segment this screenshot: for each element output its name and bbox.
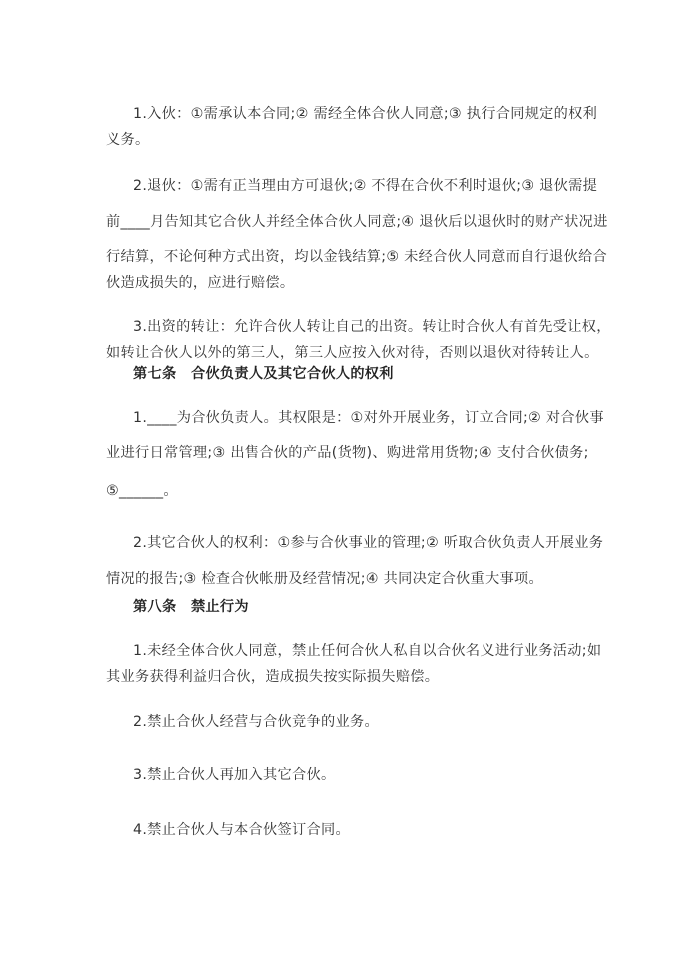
paragraph-prohibition-2: 2.禁止合伙人经营与合伙竞争的业务。 <box>133 714 379 730</box>
paragraph-manager-line: 1.____为合伙负责人。其权限是：①对外开展业务，订立合同;② 对合伙事 <box>133 410 604 426</box>
paragraph-transfer-line: 如转让合伙人以外的第三人，第三人应按入伙对待，否则以退伙对待转让人。 <box>106 345 599 361</box>
paragraph-join-line: 1.入伙：①需承认本合同;② 需经全体合伙人同意;③ 执行合同规定的权利 <box>133 106 598 122</box>
paragraph-partner-rights-line: 2.其它合伙人的权利：①参与合伙事业的管理;② 听取合伙负责人开展业务 <box>133 535 604 551</box>
paragraph-prohibition-line: 其业务获得利益归合伙，造成损失按实际损失赔偿。 <box>106 669 440 685</box>
paragraph-join-line: 义务。 <box>106 132 150 148</box>
paragraph-prohibition-line: 1.未经全体合伙人同意，禁止任何合伙人私自以合伙名义进行业务活动;如 <box>133 643 602 659</box>
paragraph-withdraw-line: 前____月告知其它合伙人并经全体合伙人同意;④ 退伙后以退伙时的财产状况进 <box>106 214 608 230</box>
section-heading-article-7: 第七条 合伙负责人及其它合伙人的权利 <box>133 366 394 382</box>
paragraph-prohibition-3: 3.禁止合伙人再加入其它合伙。 <box>133 767 336 783</box>
section-heading-article-8: 第八条 禁止行为 <box>133 599 249 615</box>
paragraph-withdraw-line: 行结算，不论何种方式出资，均以金钱结算;⑤ 未经合伙人同意而自行退伙给合 <box>106 249 607 265</box>
paragraph-withdraw-line: 伙造成损失的，应进行赔偿。 <box>106 275 295 291</box>
paragraph-transfer-line: 3.出资的转让：允许合伙人转让自己的出资。转让时合伙人有首先受让权， <box>133 319 611 335</box>
paragraph-manager-line: ⑤______。 <box>106 483 178 499</box>
paragraph-manager-line: 业进行日常管理;③ 出售合伙的产品(货物)、购进常用货物;④ 支付合伙债务; <box>106 445 589 461</box>
paragraph-prohibition-4: 4.禁止合伙人与本合伙签订合同。 <box>133 822 350 838</box>
paragraph-partner-rights-line: 情况的报告;③ 检查合伙帐册及经营情况;④ 共同决定合伙重大事项。 <box>106 571 543 587</box>
paragraph-withdraw-line: 2.退伙：①需有正当理由方可退伙;② 不得在合伙不利时退伙;③ 退伙需提 <box>133 178 598 194</box>
